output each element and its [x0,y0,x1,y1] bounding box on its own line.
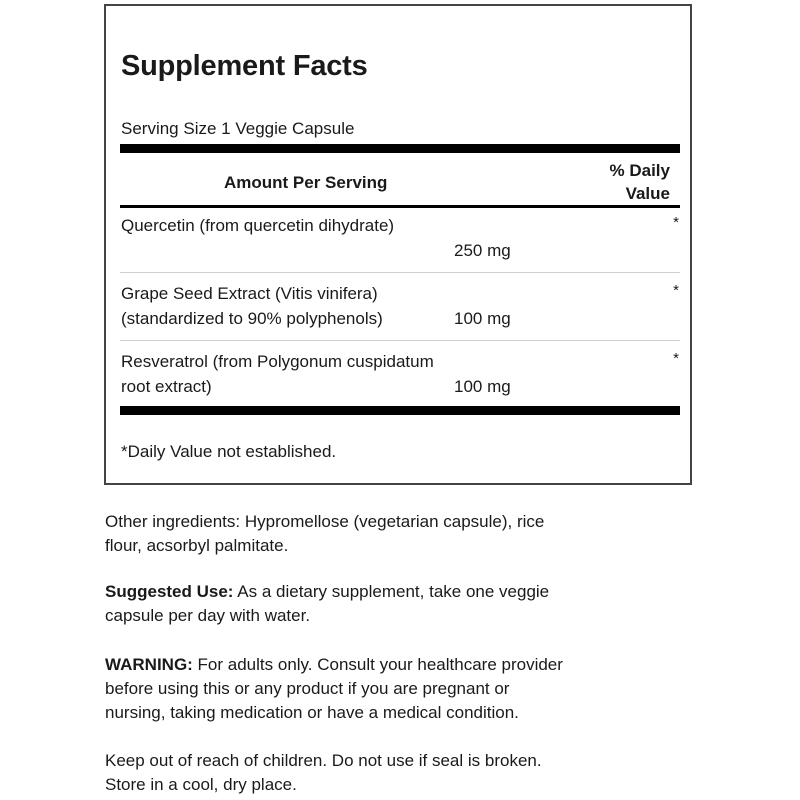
suggested-use-text: As a dietary supplement, take one veggie [233,582,550,601]
daily-value-asterisk: * [673,350,679,367]
daily-value-footnote: *Daily Value not established. [121,442,337,461]
other-ingredients-line2: flour, acsorbyl palmitate. [105,536,289,555]
daily-value-header-line1: % Daily [609,161,670,180]
warning [105,653,705,725]
nutrient-name-line2: (standardized to 90% polyphenols) [121,309,383,328]
nutrient-row-resveratrol [121,349,681,399]
nutrient-row-quercetin [121,213,681,260]
panel-title: Supplement Facts [121,50,368,82]
row-divider [120,272,680,273]
serving-size: Serving Size 1 Veggie Capsule [121,119,355,138]
thick-divider-bottom [120,406,680,415]
storage-line2: Store in a cool, dry place. [105,775,297,794]
nutrient-name: Quercetin (from quercetin dihydrate) [121,216,395,235]
header-divider [120,205,680,208]
row-divider [120,340,680,341]
suggested-use [105,580,705,628]
other-ingredients-line1: Other ingredients: Hypromellose (vegetarian capsule), rice [105,512,545,531]
amount-per-serving-header: Amount Per Serving [224,173,388,192]
nutrient-amount: 250 mg [454,241,511,260]
other-ingredients [105,510,705,558]
supplement-facts-panel [104,4,692,485]
nutrient-name: Resveratrol (from Polygonum cuspidatum [121,352,434,371]
suggested-use-line2: capsule per day with water. [105,606,311,625]
warning-line2: before using this or any product if you are pregnant or [105,679,510,698]
storage-line1: Keep out of reach of children. Do not use if seal is broken. [105,751,542,770]
warning-text: For adults only. Consult your healthcare provider [192,655,563,674]
nutrient-amount: 100 mg [454,377,511,396]
suggested-use-label: Suggested Use: [105,582,234,601]
warning-label: WARNING: [105,655,193,674]
daily-value-header [610,159,670,205]
daily-value-asterisk: * [673,282,679,299]
daily-value-header-line2: Value [625,184,670,203]
nutrient-name-line2: root extract) [121,377,212,396]
warning-line3: nursing, taking medication or have a medical condition. [105,703,519,722]
nutrient-amount: 100 mg [454,309,511,328]
thick-divider [120,144,680,153]
storage-instructions [105,749,705,797]
daily-value-asterisk: * [673,214,679,231]
nutrient-row-grape-seed [121,281,681,331]
nutrient-name: Grape Seed Extract (Vitis vinifera) [121,284,378,303]
